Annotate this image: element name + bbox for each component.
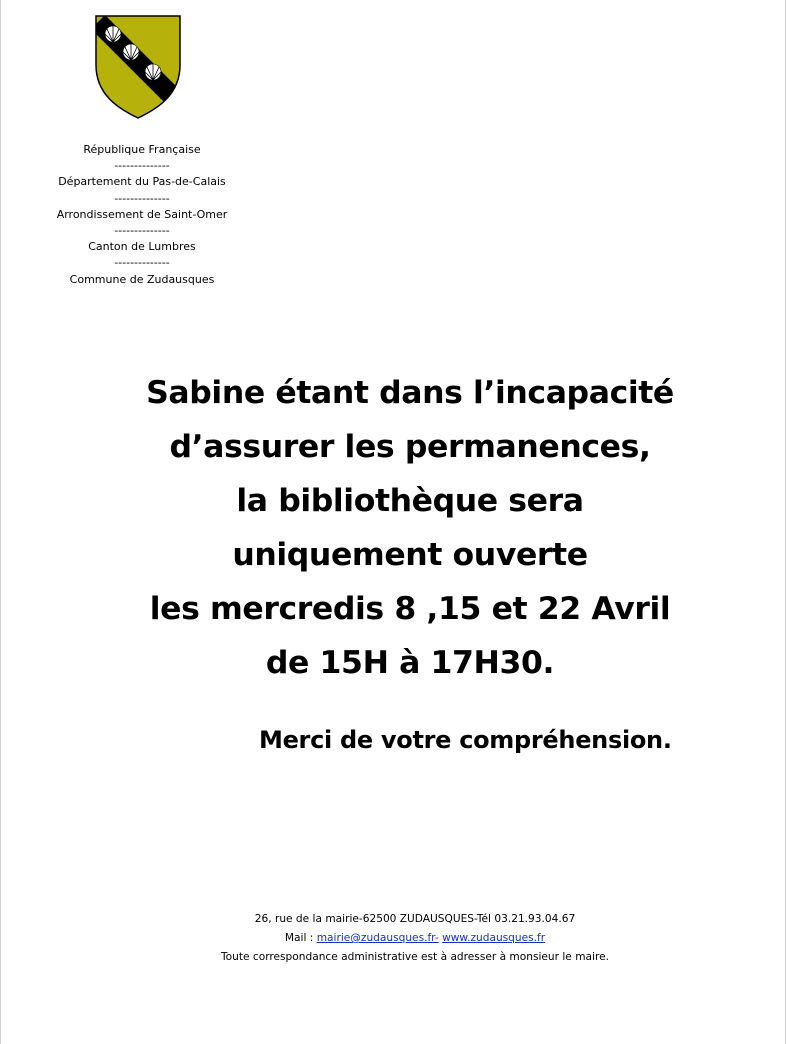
footer-note: Toute correspondance administrative est à adresser à monsieur le maire.: [221, 951, 609, 963]
header-republic: République Française: [83, 143, 201, 156]
website-link[interactable]: www.zudausques.fr: [442, 932, 546, 944]
header-separator: --------------: [114, 191, 170, 205]
footer-mail-label: Mail :: [284, 932, 317, 944]
announcement-line: uniquement ouverte: [232, 537, 588, 573]
footer-mail-line: [150, 929, 680, 948]
header-department: Département du Pas-de-Calais: [58, 175, 226, 189]
header-arrondissement: Arrondissement de Saint-Omer: [56, 207, 228, 221]
footer-contact: [150, 910, 680, 967]
header-commune: Commune de Zudausques: [69, 272, 215, 286]
announcement-line: la bibliothèque sera: [236, 483, 584, 519]
announcement-line: Sabine étant dans l’incapacité: [146, 375, 674, 411]
announcement-line: les mercredis 8 ,15 et 22 Avril: [149, 591, 671, 627]
header-canton: Canton de Lumbres: [88, 240, 196, 254]
header-separator: --------------: [114, 256, 170, 270]
header-separator: --------------: [114, 224, 170, 238]
page-border-left: [0, 0, 1, 1044]
announcement-text: [70, 366, 750, 690]
administrative-header: [22, 142, 262, 288]
announcement-line: d’assurer les permanences,: [169, 429, 651, 465]
closing-thanks: Merci de votre compréhension.: [259, 726, 672, 754]
footer-address: 26, rue de la mairie-62500 ZUDAUSQUES-Tél 03.21.93.04.67: [254, 913, 576, 925]
coat-of-arms-logo: [95, 15, 181, 119]
header-separator: --------------: [114, 159, 170, 173]
email-link[interactable]: mairie@zudausques.fr-: [316, 932, 439, 944]
shell-icon: [105, 26, 121, 42]
announcement-line: de 15H à 17H30.: [265, 645, 555, 681]
